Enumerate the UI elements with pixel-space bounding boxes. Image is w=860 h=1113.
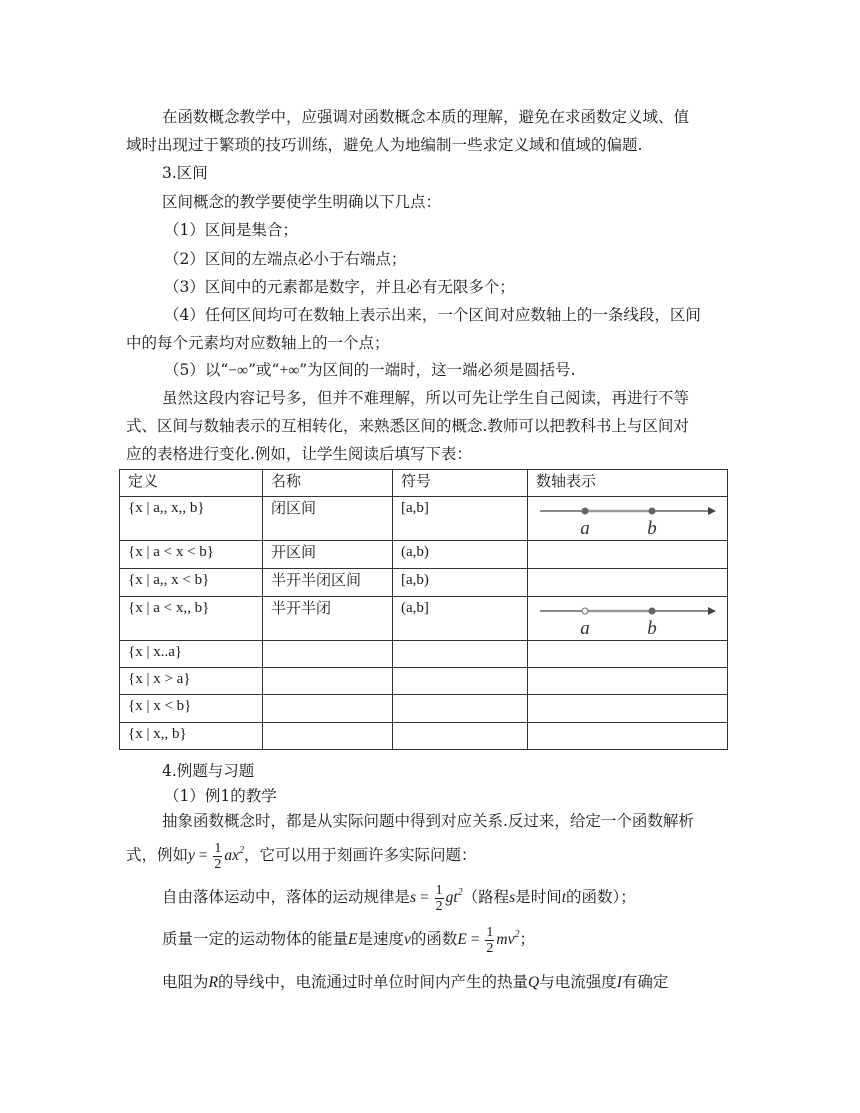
section-4-heading: 4.例题与习题 — [162, 762, 255, 780]
name-cell: 闭区间 — [263, 497, 393, 541]
paragraph-4-text-c: 是时间 — [515, 888, 562, 906]
formula-s-half-gt2: s = $\frac{1}{2}$ $gt^2$ — [410, 882, 463, 914]
paragraph-5-text-b: 是速度 — [357, 930, 404, 948]
table-header-row — [120, 470, 728, 497]
paragraph-5-text-d: ； — [519, 930, 535, 948]
number-line-diagram — [536, 500, 720, 540]
number-line-cell — [528, 695, 728, 723]
interval-table — [119, 469, 728, 750]
paragraph-5 — [162, 920, 535, 959]
definition-cell: {x | x..a} — [120, 641, 263, 668]
negative-infinity: −∞ — [228, 362, 249, 379]
endpoint-b-closed — [649, 508, 655, 514]
definition-cell: {x | a,, x < b} — [120, 569, 263, 597]
positive-infinity: +∞ — [279, 362, 300, 379]
var-Q: Q — [528, 974, 540, 991]
name-cell — [263, 668, 393, 695]
symbol-cell: (a,b] — [393, 597, 528, 641]
example-1-heading: （1）例1的教学 — [164, 787, 277, 805]
number-line-cell — [528, 641, 728, 668]
var-v: v — [404, 931, 411, 948]
point-1: （1）区间是集合； — [164, 221, 298, 239]
point-4-line-2: 中的每个元素均对应数轴上的一个点； — [126, 334, 390, 352]
table-header-cell: 数轴表示 — [528, 470, 728, 497]
number-line-cell — [528, 723, 728, 750]
symbol-cell: [a,b] — [393, 497, 528, 541]
definition-cell: {x | x < b} — [120, 695, 263, 723]
table-header-cell: 名称 — [263, 470, 393, 497]
symbol-cell — [393, 668, 528, 695]
point-2: （2）区间的左端点必小于右端点； — [164, 250, 407, 268]
formula-y-half-ax2: y = $\frac{1}{2}$ $ax^2$ — [188, 840, 245, 872]
paragraph-1-line-1: 在函数概念教学中，应强调对函数概念本质的理解，避免在求函数定义域、值 — [162, 108, 690, 126]
paragraph-6-text-b: 的导线中，电流通过时单位时间内产生的热量 — [217, 973, 528, 991]
section-3-heading: 3.区间 — [162, 164, 208, 182]
paragraph-1-line-2: 域时出现过于繁琐的技巧训练，避免人为地编制一些求定义域和值域的偏题. — [126, 136, 643, 154]
table-row — [120, 569, 728, 597]
symbol-cell — [393, 695, 528, 723]
number-line-cell — [528, 668, 728, 695]
point-5-text-b: ”或“ — [248, 361, 280, 379]
point-5-text-a: （5）以“ — [164, 361, 229, 379]
definition-cell: {x | x,, b} — [120, 723, 263, 750]
number-line-cell — [528, 497, 728, 541]
paragraph-4 — [162, 878, 636, 917]
name-cell — [263, 641, 393, 668]
paragraph-2-line-1: 虽然这段内容记号多，但并不难理解，所以可先让学生自己阅读，再进行不等 — [162, 389, 690, 407]
definition-cell: {x | x > a} — [120, 668, 263, 695]
name-cell: 开区间 — [263, 541, 393, 569]
var-I: I — [616, 974, 622, 991]
paragraph-5-text-a: 质量一定的运动物体的能量 — [162, 930, 349, 948]
var-E: E — [348, 931, 358, 948]
table-header-cell: 符号 — [393, 470, 528, 497]
paragraph-3-text-b: ，它可以用于刻画许多实际问题： — [244, 846, 477, 864]
paragraph-3-line-2 — [126, 836, 477, 875]
definition-cell: {x | a,, x,, b} — [120, 497, 263, 541]
point-3: （3）区间中的元素都是数字，并且必有无限多个； — [164, 278, 515, 296]
paragraph-3-line-1: 抽象函数概念时，都是从实际问题中得到对应关系.反过来，给定一个函数解析 — [162, 812, 694, 830]
paragraph-6-text-d: 有确定 — [621, 973, 669, 991]
paragraph-2-line-3: 应的表格进行变化.例如，让学生阅读后填写下表： — [126, 445, 472, 463]
symbol-cell — [393, 641, 528, 668]
paragraph-4-text-b: （路程 — [462, 888, 510, 906]
name-cell: 半开半闭区间 — [263, 569, 393, 597]
axis-label-b: b — [647, 617, 657, 639]
symbol-cell — [393, 723, 528, 750]
point-5-text-c: ”为区间的一端时，这一端必须是圆括号. — [299, 361, 576, 379]
table-row — [120, 497, 728, 541]
interval-intro: 区间概念的教学要使学生明确以下几点： — [162, 193, 442, 211]
table-header-cell: 定义 — [120, 470, 263, 497]
paragraph-6-text-a: 电阻为 — [162, 973, 209, 991]
axis-arrow-icon — [708, 607, 716, 615]
number-line-cell — [528, 569, 728, 597]
paragraph-6 — [162, 971, 668, 994]
point-5 — [164, 359, 576, 382]
point-4-line-1: （4）任何区间均可在数轴上表示出来，一个区间对应数轴上的一条线段，区间 — [164, 306, 701, 324]
endpoint-b-closed — [649, 608, 655, 614]
paragraph-6-text-c: 与电流强度 — [539, 973, 617, 991]
number-line-cell — [528, 597, 728, 641]
paragraph-3-text-a: 式，例如 — [126, 846, 189, 864]
endpoint-a-open — [582, 608, 588, 614]
name-cell: 半开半闭 — [263, 597, 393, 641]
table-row — [120, 723, 728, 750]
table-row — [120, 541, 728, 569]
endpoint-a-closed — [582, 508, 588, 514]
paragraph-4-text-d: 的函数）； — [566, 888, 636, 906]
paragraph-4-text-a: 自由落体运动中，落体的运动规律是 — [162, 888, 411, 906]
axis-label-b: b — [647, 517, 657, 539]
paragraph-5-text-c: 的函数 — [410, 930, 458, 948]
table-row — [120, 597, 728, 641]
table-row — [120, 668, 728, 695]
axis-label-a: a — [580, 617, 590, 639]
axis-arrow-icon — [708, 507, 716, 515]
definition-cell: {x | a < x < b} — [120, 541, 263, 569]
number-line-cell — [528, 541, 728, 569]
var-t: t — [561, 889, 567, 906]
axis-label-a: a — [580, 517, 590, 539]
paragraph-2-line-2: 式、区间与数轴表示的互相转化，来熟悉区间的概念.教师可以把教科书上与区间对 — [126, 417, 689, 435]
symbol-cell: (a,b) — [393, 541, 528, 569]
name-cell — [263, 695, 393, 723]
table-row — [120, 695, 728, 723]
table-row — [120, 641, 728, 668]
formula-E-half-mv2: E = $\frac{1}{2}$ $mv^2$ — [457, 924, 520, 956]
name-cell — [263, 723, 393, 750]
definition-cell: {x | a < x,, b} — [120, 597, 263, 641]
number-line-diagram — [536, 600, 720, 640]
var-R: R — [208, 974, 218, 991]
var-s: s — [509, 889, 516, 906]
symbol-cell: [a,b) — [393, 569, 528, 597]
